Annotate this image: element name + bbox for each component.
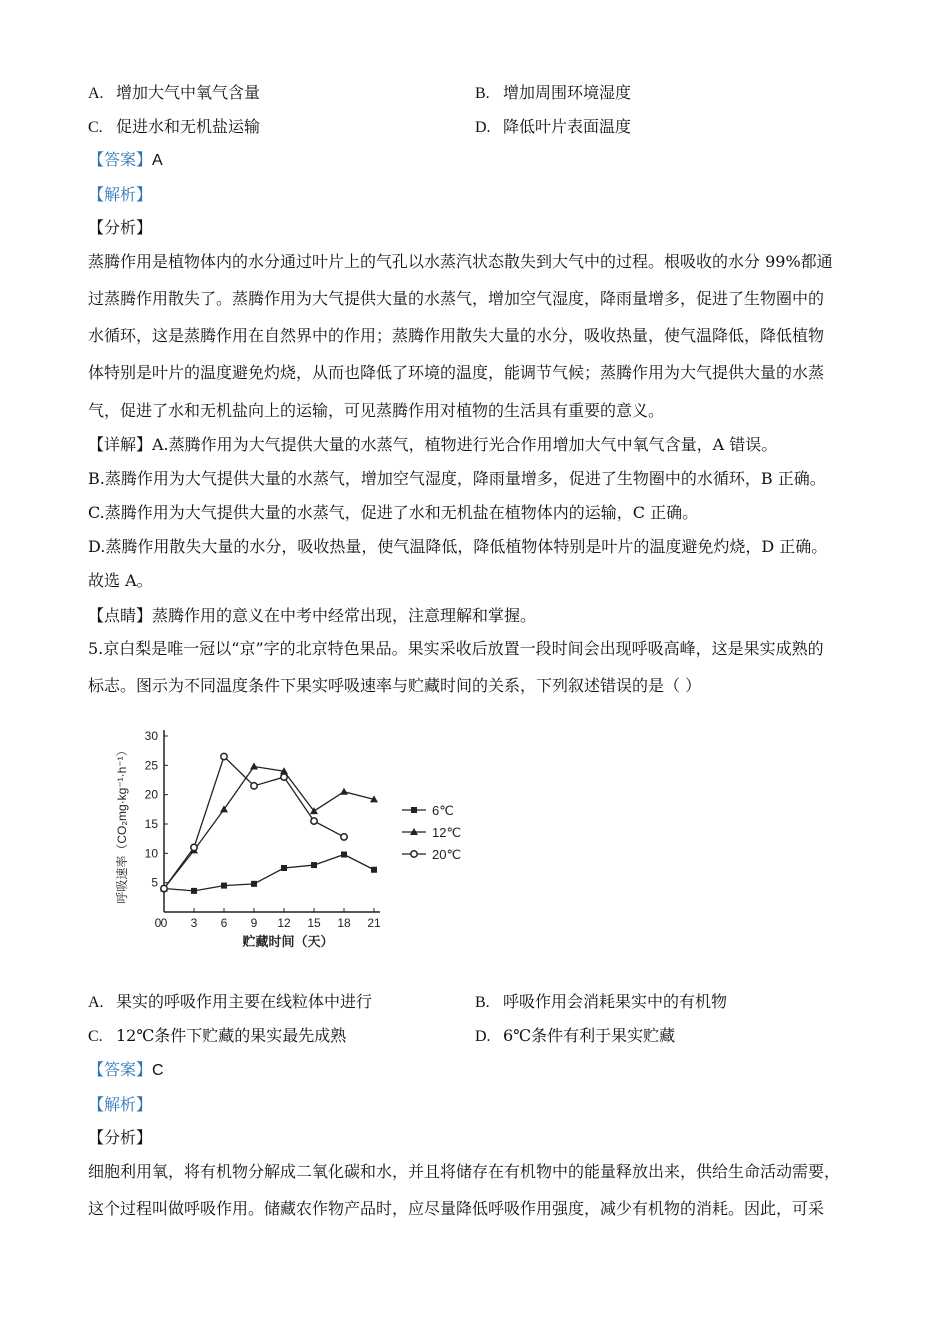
q4-fenxi-line: 体特别是叶片的温度避免灼烧，从而也降低了环境的温度，能调节气候；蒸腾作用为大气提供大量的水蒸 [88,363,825,382]
x-tick-label: 12 [277,916,291,930]
q5-fenxi-line: 细胞利用氧，将有机物分解成二氧化碳和水，并且将储存在有机物中的能量释放出来，供给生命活动需要， [88,1162,841,1181]
data-point [281,865,287,871]
q5-option-d: D. 6℃条件有利于果实贮藏 [475,1026,676,1045]
chart-series [160,753,378,894]
q5-analysis-label: 【解析】 [88,1095,153,1114]
chart-ticks [145,729,381,930]
q5-option-b: B. 呼吸作用会消耗果实中的有机物 [475,992,728,1011]
legend-label: 20℃ [432,847,462,862]
q5-option-c: C. 12℃条件下贮藏的果实最先成熟 [88,1026,347,1045]
x-tick-label: 3 [190,916,198,930]
data-point [221,753,227,759]
y-tick-label: 25 [144,758,158,773]
q4-fenxi-line: 过蒸腾作用散失了。蒸腾作用为大气提供大量的水蒸气，增加空气湿度，降雨量增多，促进了生物圈中的 [88,289,825,308]
q4-option-c: C. 促进水和无机盐运输 [88,117,261,136]
y-tick-label: 20 [144,787,158,802]
chart-ylabel: 呼吸速率（CO₂mg·kg⁻¹·h⁻¹） [115,744,129,904]
data-point [311,818,317,824]
series-line-square [164,855,374,891]
data-point [341,852,347,858]
q4-detail-line: B.蒸腾作用为大气提供大量的水蒸气，增加空气湿度，降雨量增多，促进了生物圈中的水循环，B 正确。 [88,469,826,488]
q4-answer: 【答案】A [88,150,163,169]
q4-fenxi-label: 【分析】 [88,218,153,237]
chart-legend [402,803,461,862]
legend-label: 6℃ [432,803,454,818]
data-point [250,763,258,770]
data-point [281,774,287,780]
legend-label: 12℃ [432,825,462,840]
q5-stem-line: 标志。图示为不同温度条件下果实呼吸速率与贮藏时间的关系，下列叙述错误的是（ ） [88,676,702,695]
x-tick-label: 0 [160,916,168,930]
q4-option-a: A. 增加大气中氧气含量 [88,83,261,102]
q4-fenxi-line: 水循环，这是蒸腾作用在自然界中的作用；蒸腾作用散失大量的水分，吸收热量，使气温降低，降低植物 [88,326,825,345]
origin-label: 0 [154,916,162,930]
x-tick-label: 18 [337,916,351,930]
y-tick-label: 5 [151,875,158,890]
chart-axes [164,730,380,912]
q4-detail-line: D.蒸腾作用散失大量的水分，吸收热量，使气温降低，降低植物体特别是叶片的温度避免灼烧，D 正确。 [88,537,828,556]
data-point [251,881,257,887]
x-tick-label: 9 [250,916,258,930]
q4-option-b: B. 增加周围环境湿度 [475,83,632,102]
q5-stem-line: 5.京白梨是唯一冠以“京”字的北京特色果品。果实采收后放置一段时间会出现呼吸高峰，这是果实成熟的 [88,639,824,658]
chart-xlabel: 贮藏时间（天） [242,934,334,949]
q4-option-d: D. 降低叶片表面温度 [475,117,632,136]
y-tick-label: 10 [144,846,158,861]
q4-analysis-label: 【解析】 [88,185,153,204]
data-point [191,888,197,894]
legend-marker [411,807,417,813]
series-line-triangle [164,767,374,889]
data-point [371,867,377,873]
q5-fenxi-line: 这个过程叫做呼吸作用。储藏农作物产品时，应尽量降低呼吸作用强度，减少有机物的消耗。因此，可采 [88,1199,825,1218]
data-point [340,788,348,795]
x-tick-label: 6 [220,916,228,930]
data-point [161,885,167,891]
q5-answer: 【答案】C [88,1060,164,1079]
data-point [251,783,257,789]
q4-dianjing: 【点睛】蒸腾作用的意义在中考中经常出现，注意理解和掌握。 [88,606,537,625]
x-tick-label: 15 [307,916,321,930]
q4-detail-line: 【详解】A.蒸腾作用为大气提供大量的水蒸气，植物进行光合作用增加大气中氧气含量，A 错误。 [88,435,778,454]
q4-fenxi-line: 蒸腾作用是植物体内的水分通过叶片上的气孔以水蒸汽状态散失到大气中的过程。根吸收的水分 99%都通 [88,252,833,271]
y-tick-label: 15 [144,817,158,831]
y-tick-label: 30 [144,729,158,743]
x-tick-label: 21 [367,916,381,930]
q4-detail-line: C.蒸腾作用为大气提供大量的水蒸气，促进了水和无机盐在植物体内的运输，C 正确。 [88,503,699,522]
respiration-chart [100,712,480,962]
q5-option-a: A. 果实的呼吸作用主要在线粒体中进行 [88,992,373,1011]
legend-marker [411,851,417,857]
data-point [221,883,227,889]
q5-fenxi-label: 【分析】 [88,1128,153,1147]
q4-detail-line: 故选 A。 [88,571,153,590]
data-point [191,844,197,850]
data-point [341,834,347,840]
q4-fenxi-line: 气，促进了水和无机盐向上的运输，可见蒸腾作用对植物的生活具有重要的意义。 [88,401,665,420]
data-point [311,862,317,868]
